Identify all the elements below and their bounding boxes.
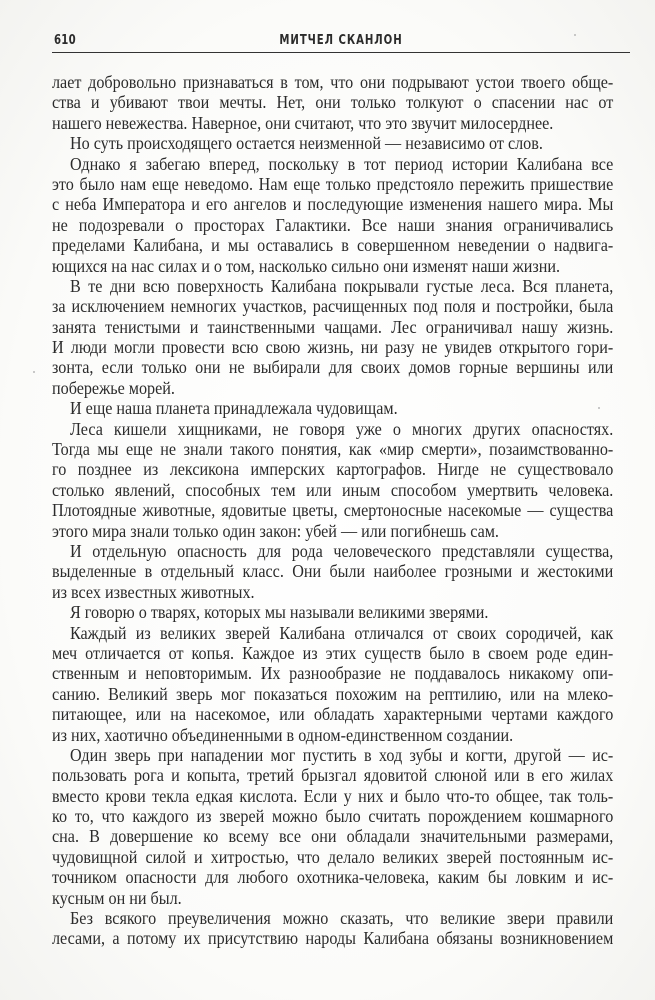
text-line xyxy=(52,765,625,785)
text-line xyxy=(52,663,625,683)
line-text: зонта, если только они не выбирали для своих домов горные вершины или xyxy=(52,357,614,378)
line-text: ющихся на нас силах и о том, насколько сильно они изменят наши жизни. xyxy=(52,255,561,276)
paragraph-first-line xyxy=(52,745,625,765)
body-text xyxy=(52,72,625,949)
line-text: нашего невежества. Наверное, они считают, что это звучит милосерднее. xyxy=(52,112,554,133)
line-text: сна. В довершение ко всему все они обладали значительными размерами, xyxy=(52,826,614,847)
text-line xyxy=(52,704,625,724)
scan-speck xyxy=(33,371,35,373)
text-line xyxy=(52,826,625,846)
text-line xyxy=(52,92,625,112)
text-line xyxy=(52,643,625,663)
paragraph-first-line xyxy=(52,602,625,622)
text-line xyxy=(52,725,625,745)
text-line xyxy=(52,888,625,908)
line-text: Я говорю о тварях, которых мы называли великими зверями. xyxy=(69,602,489,623)
text-line xyxy=(52,928,625,948)
text-line xyxy=(52,439,625,459)
line-text: Без всякого преувеличения можно сказать, что великие звери правили xyxy=(69,908,614,929)
text-line xyxy=(52,806,625,826)
scan-speck xyxy=(574,34,576,36)
line-text: пользовать рога и копыта, третий брызгал ядовитой слюной или в его жилах xyxy=(52,765,614,786)
text-line xyxy=(52,521,625,541)
paragraph-first-line xyxy=(52,541,625,561)
text-line xyxy=(52,459,625,479)
text-line xyxy=(52,684,625,704)
line-text: Но суть происходящего остается неизменной — независимо от слов. xyxy=(69,133,543,154)
line-text: го позднее из лексикона имперских картографов. Нигде не существовало xyxy=(52,459,614,480)
text-line xyxy=(52,847,625,867)
line-text: кусным он ни был. xyxy=(52,887,182,908)
line-text: лает добровольно признаваться в том, что они подрывают устои твоего обще- xyxy=(52,72,614,92)
text-line xyxy=(52,113,625,133)
text-line xyxy=(52,582,625,602)
line-text: Тогда мы еще не знали такого понятия, как «мир смерти», позаимствованно- xyxy=(52,439,614,460)
line-text: за исключением немногих участков, расчищенных под поля и постройки, была xyxy=(52,296,614,317)
line-text: лесами, а потому их присутствию народы Калибана обязаны возникновением xyxy=(52,928,614,949)
line-text: Леса кишели хищниками, не говоря уже о многих других опасностях. xyxy=(69,418,614,439)
text-line xyxy=(52,337,625,357)
line-text: В те дни всю поверхность Калибана покрывали густые леса. Вся планета, xyxy=(69,275,614,296)
line-text: чудовищной силой и хитростью, что делало великих зверей постоянным ис- xyxy=(52,846,614,867)
text-line xyxy=(52,194,625,214)
line-text: Один зверь при нападении мог пустить в ход зубы и когти, другой — ис- xyxy=(69,744,614,765)
text-line xyxy=(52,786,625,806)
line-text: из них, хаотично объединенными в одном-единственном создании. xyxy=(52,724,514,745)
text-line xyxy=(52,317,625,337)
text-line xyxy=(52,256,625,276)
text-line xyxy=(52,215,625,235)
text-line xyxy=(52,867,625,887)
paragraph-first-line xyxy=(52,419,625,439)
line-text: пределами Калибана, и мы оставались в совершенном неведении о надвига- xyxy=(52,235,614,256)
text-line xyxy=(52,174,625,194)
paragraph-first-line xyxy=(52,398,625,418)
line-text: питающее, или на насекомое, или обладать характерными чертами каждого xyxy=(52,704,614,725)
paragraph-first-line xyxy=(52,154,625,174)
line-text: с неба Императора и его ангелов и последующие изменения нашего мира. Мы xyxy=(52,194,614,215)
line-text: ственным и неповторимым. Их разнообразие не поддавалось никакому опи- xyxy=(52,663,614,684)
line-text: точником опасности для любого охотника-человека, каким бы ловким и ис- xyxy=(52,867,614,888)
text-line xyxy=(52,235,625,255)
paragraph-first-line xyxy=(52,908,625,928)
text-line xyxy=(52,72,625,92)
line-text: побережье морей. xyxy=(52,377,175,398)
paragraph-first-line xyxy=(52,133,625,153)
paragraph-first-line xyxy=(52,623,625,643)
scan-speck xyxy=(598,407,600,409)
line-text: И люди могли провести всю свою жизнь, ни разу не увидев открытого гори- xyxy=(52,337,614,358)
line-text: И еще наша планета принадлежала чудовищам. xyxy=(69,398,398,419)
text-line xyxy=(52,378,625,398)
text-line xyxy=(52,500,625,520)
text-line xyxy=(52,357,625,377)
line-text: столько явлений, способных тем или иным способом умертвить человека. xyxy=(52,479,614,500)
line-text: ства и убивают твои мечты. Нет, они только толкуют о спасении нас от xyxy=(52,92,614,113)
page-number: 610 xyxy=(54,33,76,48)
line-text: из всех известных животных. xyxy=(52,581,255,602)
line-text: меч отличается от копья. Каждое из этих существ было в своем роде един- xyxy=(52,642,614,663)
text-line xyxy=(52,296,625,316)
line-text: не подозревали о просторах Галактики. Все наши знания ограничивались xyxy=(52,214,614,235)
line-text: занята тенистыми и таинственными чащами. Лес ограничивал нашу жизнь. xyxy=(52,316,614,337)
line-text: ко то, что каждого из зверей можно было считать порождением кошмарного xyxy=(52,806,614,827)
running-head-author: МИТЧЕЛ СКАНЛОН xyxy=(279,33,403,48)
text-line xyxy=(52,480,625,500)
line-text: выделенные в отдельный класс. Они были наиболее грозными и жестокими xyxy=(52,561,614,582)
line-text: Каждый из великих зверей Калибана отличался от своих сородичей, как xyxy=(69,622,614,643)
line-text: санию. Великий зверь мог показаться похожим на рептилию, или на млеко- xyxy=(52,683,614,704)
line-text: это было нам еще неведомо. Нам еще только предстояло пережить пришествие xyxy=(52,173,614,194)
line-text: Плотоядные животные, ядовитые цветы, смертоносные насекомые — существа xyxy=(52,500,614,521)
line-text: вместо крови текла едкая кислота. Если у них и было что-то общее, так толь- xyxy=(52,785,614,806)
page-header xyxy=(52,30,630,53)
text-line xyxy=(52,561,625,581)
line-text: И отдельную опасность для рода человеческого представляли существа, xyxy=(69,540,614,561)
line-text: Однако я забегаю вперед, поскольку в тот период истории Калибана все xyxy=(69,153,614,174)
line-text: этого мира знали только один закон: убей — или погибнешь сам. xyxy=(52,520,499,541)
paragraph-first-line xyxy=(52,276,625,296)
